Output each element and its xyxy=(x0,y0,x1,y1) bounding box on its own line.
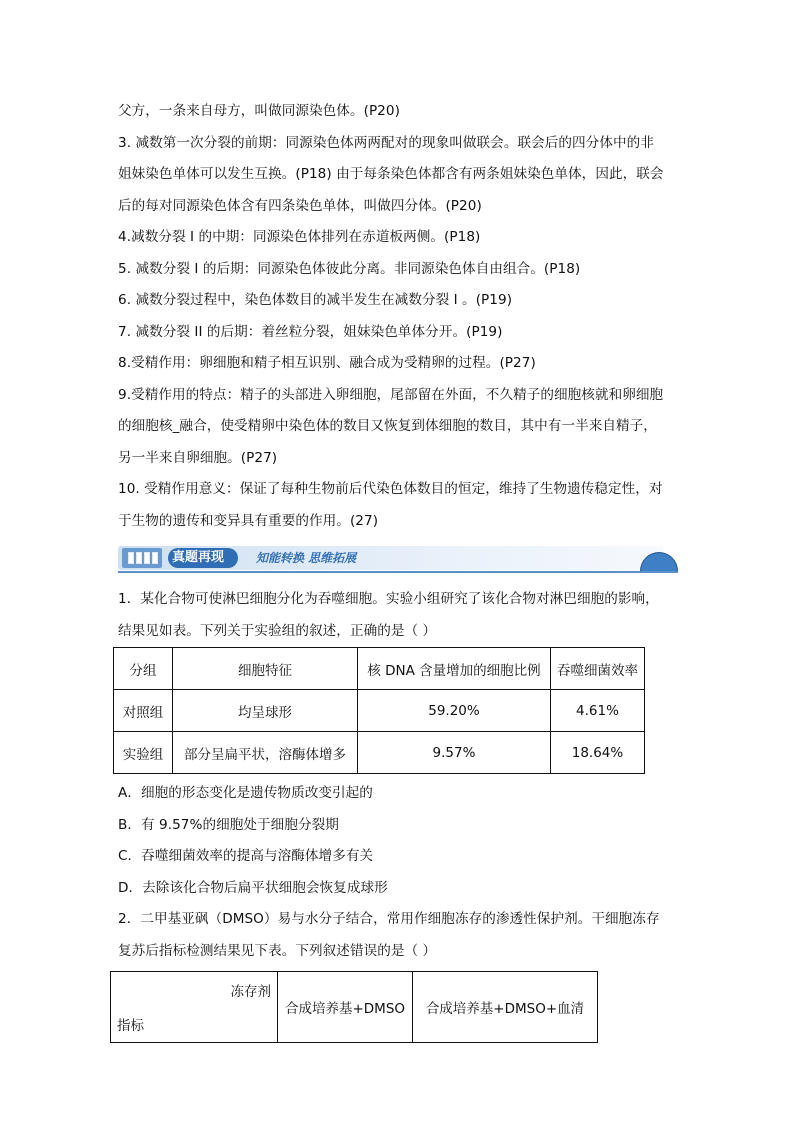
document-page xyxy=(118,96,678,1043)
question-2 xyxy=(118,904,678,1043)
option-c: C．吞噬细菌效率的提高与溶酶体增多有关 xyxy=(118,848,374,864)
table-header: 合成培养基+DMSO xyxy=(278,972,413,1043)
table-row xyxy=(114,732,645,774)
text-line: 9.受精作用的特点：精子的头部进入卵细胞，尾部留在外面，不久精子的细胞核就和卵细胞 xyxy=(118,386,664,403)
option-d: D．去除该化合物后扁平状细胞会恢复成球形 xyxy=(118,879,388,896)
data-table-2 xyxy=(110,971,598,1043)
question-text: 2．二甲基亚砜（DMSO）易与水分子结合，常用作细胞冻存的渗透性保护剂。干细胞冻存 xyxy=(118,911,660,927)
table-header-row xyxy=(114,648,645,690)
table-header: 核 DNA 含量增加的细胞比例 xyxy=(358,648,551,690)
text-block-top xyxy=(118,96,678,537)
text-line: 于生物的遗传和变异具有重要的作用。(27) xyxy=(118,512,379,529)
text-line: 5. 减数分裂 I 的后期：同源染色体彼此分离。非同源染色体自由组合。(P18) xyxy=(118,260,581,277)
text-line: 另一半来自卵细胞。(P27) xyxy=(118,449,278,466)
table-header: 细胞特征 xyxy=(173,648,358,690)
question-1 xyxy=(118,584,678,904)
banner-underline xyxy=(118,571,678,573)
option-a: A．细胞的形态变化是遗传物质改变引起的 xyxy=(118,785,373,801)
corner-label-bottom: 指标 xyxy=(117,1018,144,1034)
corner-label-top: 冻存剂 xyxy=(230,984,271,1000)
question-text: 1．某化合物可使淋巴细胞分化为吞噬细胞。实验小组研究了该化合物对淋巴细胞的影响， xyxy=(118,591,659,607)
text-line: 后的每对同源染色体含有四条染色单体，叫做四分体。(P20) xyxy=(118,197,482,214)
table-corner-cell xyxy=(111,972,278,1043)
table-header: 合成培养基+DMSO+血清 xyxy=(413,972,598,1043)
table-header-row xyxy=(111,972,598,1043)
text-line: 10. 受精作用意义：保证了每种生物前后代染色体数目的恒定，维持了生物遗传稳定性，对 xyxy=(118,481,663,497)
option-b: B．有 9.57%的细胞处于细胞分裂期 xyxy=(118,816,339,833)
table-header: 吞噬细菌效率 xyxy=(551,648,645,690)
table-cell: 4.61% xyxy=(551,690,645,732)
table-row xyxy=(114,690,645,732)
table-cell: 均呈球形 xyxy=(173,690,358,732)
text-line: 姐妹染色单体可以发生互换。(P18) 由于每条染色体都含有两条姐妹染色单体，因此，联会 xyxy=(118,166,664,182)
text-line: 的细胞核_融合，使受精卵中染色体的数目又恢复到体细胞的数目，其中有一半来自精子， xyxy=(118,418,657,434)
text-line: 4.减数分裂 I 的中期：同源染色体排列在赤道板两侧。(P18) xyxy=(118,229,481,245)
question-text: 复苏后指标检测结果见下表。下列叙述错误的是（ ） xyxy=(118,942,437,959)
text-line: 6. 减数分裂过程中，染色体数目的减半发生在减数分裂 I 。(P19) xyxy=(118,292,513,308)
question-text: 结果见如表。下列关于实验组的叙述，正确的是（ ） xyxy=(118,622,437,639)
table-cell: 9.57% xyxy=(358,732,551,774)
table-cell: 59.20% xyxy=(358,690,551,732)
book-icon xyxy=(122,548,162,568)
text-line: 3. 减数第一次分裂的前期：同源染色体两两配对的现象叫做联会。联会后的四分体中的非 xyxy=(118,134,654,151)
table-cell: 部分呈扁平状，溶酶体增多 xyxy=(173,732,358,774)
text-line: 7. 减数分裂 II 的后期：着丝粒分裂，姐妹染色单体分开。(P19) xyxy=(118,323,503,340)
banner-subtitle: 知能转换 思维拓展 xyxy=(256,551,357,565)
table-header: 分组 xyxy=(114,648,173,690)
table-cell: 实验组 xyxy=(114,732,173,774)
section-banner xyxy=(118,542,678,578)
text-line: 8.受精作用：卵细胞和精子相互识别、融合成为受精卵的过程。(P27) xyxy=(118,355,536,371)
table-cell: 对照组 xyxy=(114,690,173,732)
banner-title: 真题再现 xyxy=(172,550,225,565)
text-line: 父方，一条来自母方，叫做同源染色体。(P20) xyxy=(118,103,400,119)
table-cell: 18.64% xyxy=(551,732,645,774)
data-table-1 xyxy=(113,647,645,774)
